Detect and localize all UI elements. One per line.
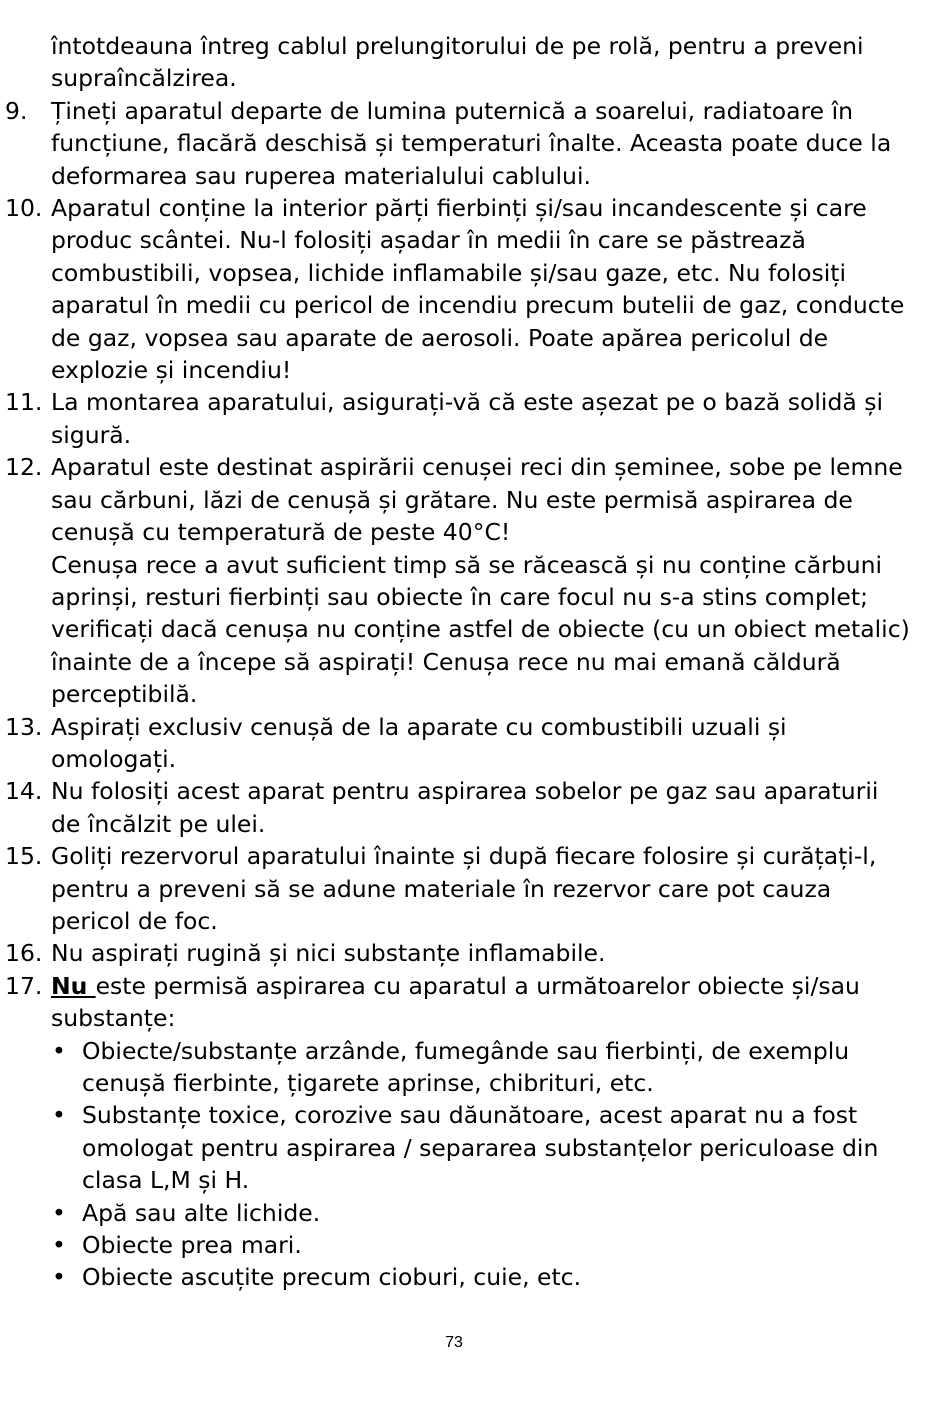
- item-number: 15.: [5, 842, 43, 871]
- item-number: 16.: [5, 939, 43, 968]
- item-text: Aspirați exclusiv cenușă de la aparate cu combustibili uzuali și omologați.: [51, 712, 787, 773]
- bullet-text: Apă sau alte lichide.: [82, 1198, 321, 1227]
- item-text: Nu aspirați rugină și nici substanțe inflamabile.: [51, 939, 606, 968]
- list-item-16: [0, 937, 950, 969]
- bullet-text: Obiecte prea mari.: [82, 1231, 302, 1260]
- list-item-15: [0, 840, 950, 937]
- item-text: Aparatul este destinat aspirării cenușei reci din șeminee, sobe pe lemne sau cărbuni, lăzi de cenușă și grătare. Nu este permisă aspirarea de cenușă cu temperatură de peste 40°C!: [51, 453, 903, 547]
- item-number: 12.: [5, 453, 43, 482]
- bullet-text: Obiecte ascuțite precum cioburi, cuie, etc.: [82, 1263, 582, 1292]
- item-emphasis: Nu: [51, 971, 96, 1000]
- bullet-item: [0, 1035, 950, 1100]
- bullet-icon: •: [52, 1263, 66, 1292]
- list-item-12: [0, 451, 950, 710]
- bullet-icon: •: [52, 1198, 66, 1227]
- bullet-item: [0, 1099, 950, 1196]
- list-item-11: [0, 386, 950, 451]
- item-number: 11.: [5, 388, 43, 417]
- bullet-icon: •: [52, 1101, 66, 1130]
- list-item-17: [0, 970, 950, 1035]
- item-number: 10.: [5, 194, 43, 223]
- item-text: Țineți aparatul departe de lumina puternică a soarelui, radiatoare în funcțiune, flacără deschisă și temperaturi înalte. Aceasta poate duce la deformarea sau ruperea materialului cablului.: [51, 96, 892, 190]
- bullet-item: [0, 1197, 950, 1229]
- list-item-13: [0, 711, 950, 776]
- item-number: 17.: [5, 971, 43, 1000]
- item-text: Aparatul conține la interior părți fierbinți și/sau incandescente și care produc scântei. Nu-l folosiți așadar în medii în care se păstrează combustibili, vopsea, lichide inflamabile și/sau gaze, etc. Nu folosiți aparatul în medii cu pericol de incendiu precum butelii de gaz, conducte de gaz, vopsea sau aparate de aerosoli. Poate apărea pericolul de explozie și incendiu!: [51, 194, 905, 385]
- bullet-text: Obiecte/substanțe arzânde, fumegânde sau fierbinți, de exemplu cenușă fierbinte, țigarete aprinse, chibrituri, etc.: [82, 1036, 850, 1097]
- list-item-9: [0, 95, 950, 192]
- list-item-10: [0, 192, 950, 386]
- intro-paragraph: întotdeauna întreg cablul prelungitorului de pe rolă, pentru a preveni supraîncălzirea.: [51, 32, 864, 93]
- item-text: Nu folosiți acest aparat pentru aspirarea sobelor pe gaz sau aparaturii de încălzit pe ulei.: [51, 777, 879, 838]
- item-text-continuation: Cenușa rece a avut suficient timp să se răcească și nu conține cărbuni aprinși, resturi fierbinți sau obiecte în care focul nu s-a stins complet; verificați dacă cenușa nu conține astfel de obiecte (cu un obiect metalic) înainte de a începe să aspirați! Cenușa rece nu mai emană căldură perceptibilă.: [51, 550, 910, 709]
- bullet-item: [0, 1229, 950, 1261]
- item-text: Goliți rezervorul aparatului înainte și după fiecare folosire și curățați-l, pentru a preveni să se adune materiale în rezervor care pot cauza pericol de foc.: [51, 842, 877, 935]
- list-item-14: [0, 775, 950, 840]
- page-body: [0, 30, 950, 1294]
- item-number: 9.: [5, 96, 28, 125]
- page-number: 73: [445, 1334, 463, 1351]
- bullet-text: Substanțe toxice, corozive sau dăunătoare, acest aparat nu a fost omologat pentru aspirarea / separarea substanțelor periculoase din clasa L,M și H.: [82, 1101, 879, 1195]
- item-number: 14.: [5, 777, 43, 806]
- bullet-icon: •: [52, 1231, 66, 1260]
- bullet-list: [0, 1035, 950, 1294]
- item-number: 13.: [5, 712, 43, 741]
- item-text: La montarea aparatului, asigurați-vă că este așezat pe o bază solidă și sigură.: [51, 388, 884, 449]
- item-text: este permisă aspirarea cu aparatul a următoarelor obiecte și/sau substanțe:: [51, 971, 860, 1033]
- bullet-item: [0, 1261, 950, 1293]
- bullet-icon: •: [52, 1036, 66, 1065]
